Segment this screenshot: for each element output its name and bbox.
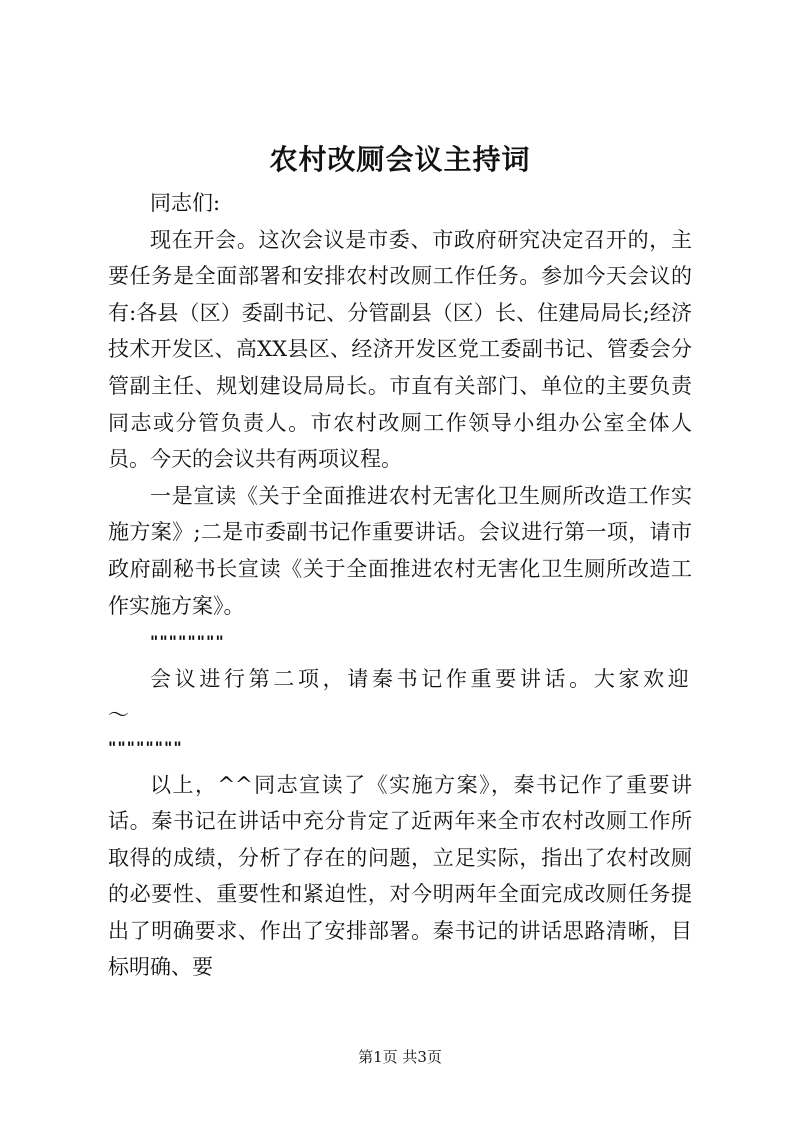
quote-marks: """""""": [150, 632, 225, 652]
paragraph-second-item: 会议进行第二项，请秦书记作重要讲话。大家欢迎～: [108, 666, 692, 728]
document-body: [108, 185, 692, 986]
quote-marks: """""""": [108, 737, 183, 757]
salutation: 同志们:: [150, 191, 221, 215]
paragraph-agenda: 一是宣读《关于全面推进农村无害化卫生厕所改造工作实施方案》;二是市委副书记作重要讲话。会议进行第一项，请市政府副秘书长宣读《关于全面推进农村无害化卫生厕所改造工作实施方案》。: [108, 483, 692, 618]
paragraph-opening: 现在开会。这次会议是市委、市政府研究决定召开的，主要任务是全面部署和安排农村改厕工作任务。参加今天会议的有:各县（区）委副书记、分管副县（区）长、住建局局长;经济技术开发区、高XX县区、经济开发区党工委副书记、管委会分管副主任、规划建设局局长。市直有关部门、单位的主要负责同志或分管负责人。市农村改厕工作领导小组办公室全体人员。今天的会议共有两项议程。: [108, 227, 692, 472]
page-number-footer: 第1页 共3页: [358, 1048, 442, 1066]
paragraph-closing: 以上，^^同志宣读了《实施方案》，秦书记作了重要讲话。秦书记在讲话中充分肯定了近两年来全市农村改厕工作所取得的成绩，分析了存在的问题，立足实际，指出了农村改厕的必要性、重要性和紧迫性，对今明两年全面完成改厕任务提出了明确要求、作出了安排部署。秦书记的讲话思路清晰，目标明确、要: [108, 772, 692, 980]
document-title: 农村改厕会议主持词: [269, 143, 531, 176]
